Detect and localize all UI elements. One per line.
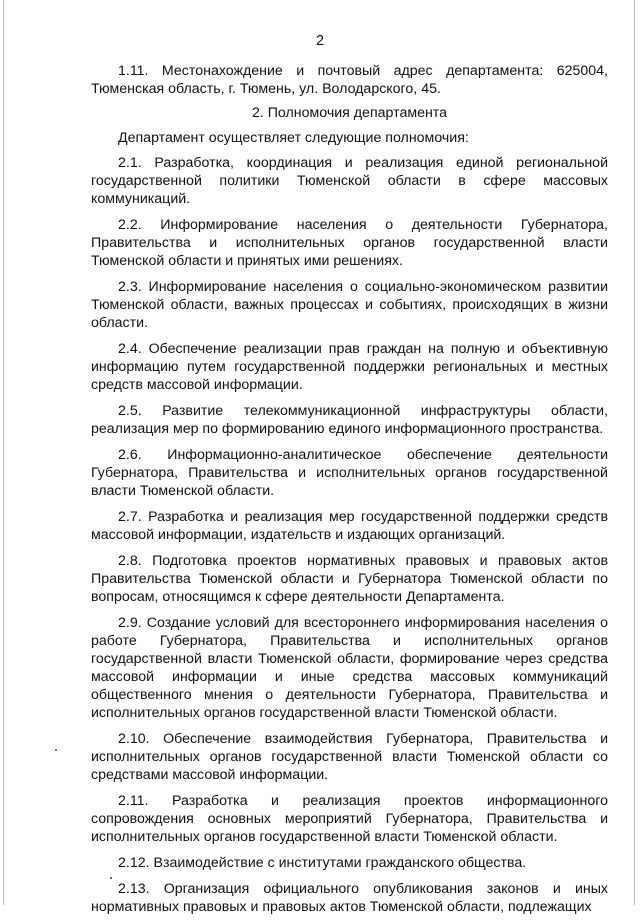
- document-body: [91, 62, 608, 924]
- clause-2-8: 2.8. Подготовка проектов нормативных правовых и правовых актов Правительства Тюменской области и Губернатора Тюменской области по вопросам, относящимся к сфере деятельности Департамента.: [91, 553, 608, 605]
- clause-2-11: 2.11. Разработка и реализация проектов информационного сопровождения основных мероприятий Губернатора, Правительства и исполнительных органов государственной власти Тюменской области.: [91, 793, 608, 845]
- clause-2-1: 2.1. Разработка, координация и реализация единой региональной государственной политики Тюменской области в сфере массовых коммуникаций.: [91, 155, 608, 207]
- clause-2-3: 2.3. Информирование населения о социально-экономическом развитии Тюменской области, важных процессах и событиях, происходящих в жизни области.: [91, 279, 608, 331]
- page-number: 2: [315, 33, 325, 49]
- clause-2-13: 2.13. Организация официального опубликования законов и иных нормативных правовых и правовых актов Тюменской области, подлежащих: [91, 881, 608, 915]
- clause-2-10: 2.10. Обеспечение взаимодействия Губернатора, Правительства и исполнительных органов государственной власти Тюменской области со средствами массовой информации.: [91, 731, 608, 783]
- clause-1-11: 1.11. Местонахождение и почтовый адрес департамента: 625004, Тюменская область, г. Тюмень, ул. Володарского, 45.: [91, 63, 608, 97]
- clause-2-4: 2.4. Обеспечение реализации прав граждан на полную и объективную информацию путем государственной поддержки региональных и местных средств массовой информации.: [91, 341, 608, 393]
- clause-2-7: 2.7. Разработка и реализация мер государственной поддержки средств массовой информации, издательств и издающих организаций.: [91, 509, 608, 543]
- scan-left-edge: [3, 0, 4, 905]
- clause-2-9: 2.9. Создание условий для всестороннего информирования населения о работе Губернатора, Правительства и исполнительных органов государственной власти Тюменской области, формирование через средства массовой информации и иные средства массовых коммуникаций общественного мнения о деятельности Губернатора, Правительства и исполнительных органов государственной власти Тюменской области.: [91, 615, 608, 721]
- clause-2-6: 2.6. Информационно-аналитическое обеспечение деятельности Губернатора, Правительства и исполнительных органов государственной власти Тюменской области.: [91, 447, 608, 499]
- scan-right-edge: [634, 0, 635, 905]
- section-heading: 2. Полномочия департамента: [251, 105, 448, 121]
- clause-2-2: 2.2. Информирование населения о деятельности Губернатора, Правительства и исполнительных органов государственной власти Тюменской области и принятых ими решениях.: [91, 217, 608, 269]
- clause-2-12: 2.12. Взаимодействие с институтами гражданского общества.: [118, 855, 527, 871]
- scan-speck: [55, 749, 57, 751]
- section-intro: Департамент осуществляет следующие полномочия:: [118, 130, 469, 146]
- clause-2-5: 2.5. Развитие телекоммуникационной инфраструктуры области, реализация мер по формированию единого информационного пространства.: [91, 403, 608, 437]
